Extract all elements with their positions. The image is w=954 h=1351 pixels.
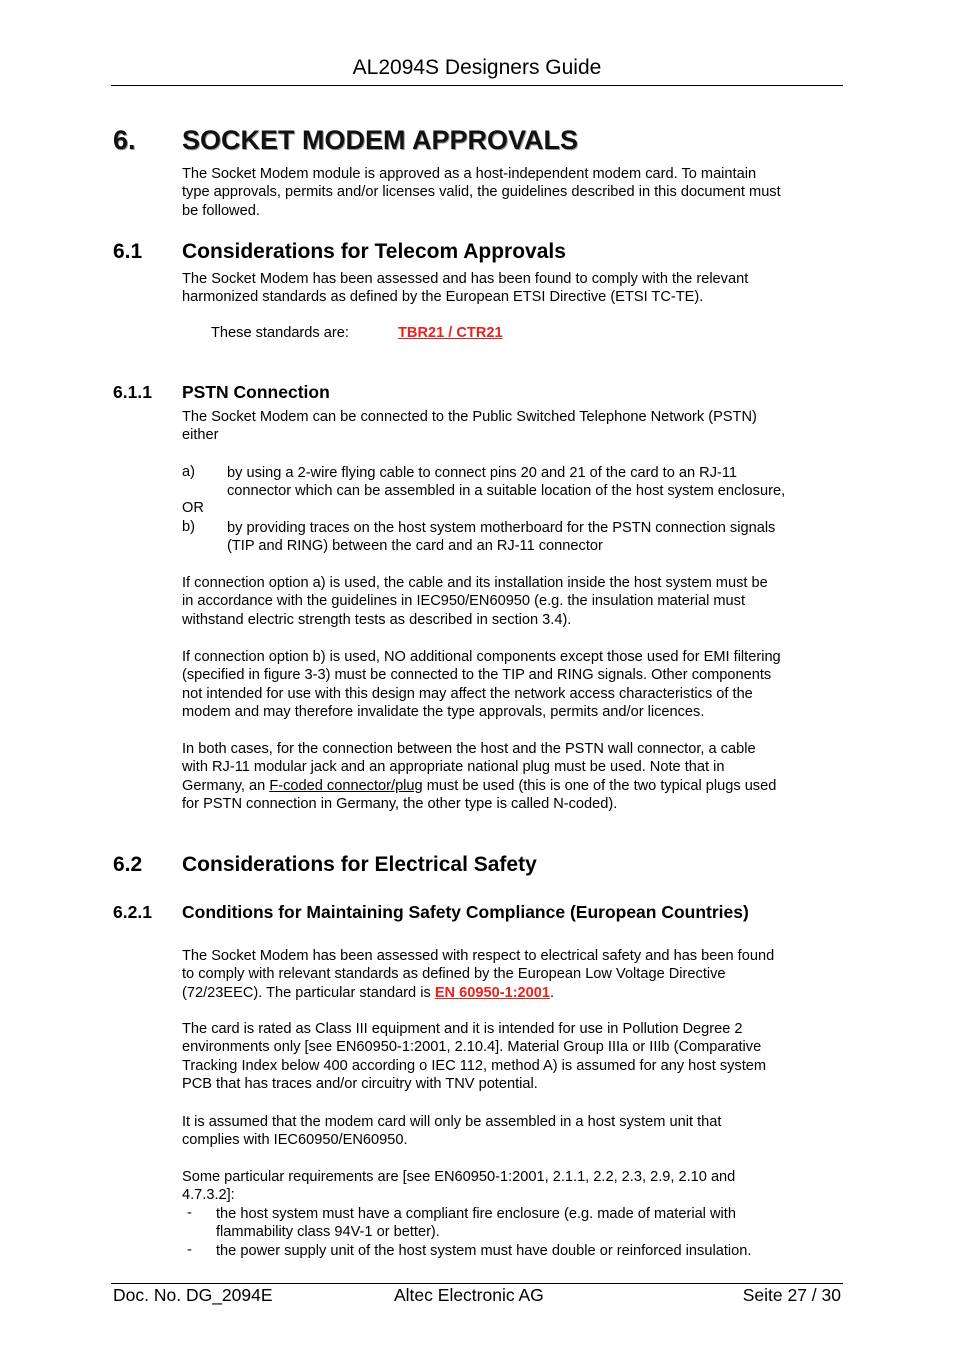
bullet-item-1: the host system must have a compliant fire enclosure (e.g. made of material with flammability class 94V-1 or better). [216,1206,736,1241]
subsection-title: Considerations for Telecom Approvals [182,240,566,263]
subsection-number: 6.1 [113,240,143,263]
subsubsection-number: 6.1.1 [113,382,152,402]
option-a-label: a) [182,464,195,480]
option-b-label: b) [182,519,195,535]
footer-doc-number: Doc. No. DG_2094E [113,1285,273,1305]
subsection-title-62: Considerations for Electrical Safety [182,853,537,876]
header-rule [111,85,843,86]
safety-paragraph-2: The card is rated as Class III equipment and it is intended for use in Pollution Degree 2 environments only [see EN60950-1:2001, 2.10.4]. Material Group IIIa or IIIb (Comparative Tracking Index below 400 according o IEC 112, method A) is assumed for any host system PCB that has traces and/or circuitry with TNV potential. [182,1021,767,1093]
section-intro: The Socket Modem module is approved as a host-independent modem card. To maintain type approvals, permits and/or licenses valid, the guidelines described in this document must be followed. [182,166,781,219]
safety-paragraph-3: It is assumed that the modem card will only be assembled in a host system unit that complies with IEC60950/EN60950. [182,1114,722,1149]
footer-rule [111,1283,843,1284]
option-a-text: by using a 2-wire flying cable to connect pins 20 and 21 of the card to an RJ-11 connector which can be assembled in a suitable location of the host system enclosure, [227,465,786,500]
safety-standard-value: EN 60950-1:2001 [434,984,551,1001]
section-title: SOCKET MODEM APPROVALS [182,125,579,155]
telecom-paragraph: The Socket Modem has been assessed and has been found to comply with the relevant harmonized standards as defined by the European ETSI Directive (ETSI TC-TE). [182,271,749,306]
subsection-number-62: 6.2 [113,853,143,876]
subsubsection-title: PSTN Connection [182,382,330,402]
bullet-marker: - [187,1242,192,1258]
standards-label: These standards are: [211,325,349,341]
option-b-paragraph: If connection option b) is used, NO additional components except those used for EMI filtering (specified in figure 3-3) must be connected to the TIP and RING signals. Other components not intended for use with this design may affect the network access characteristics of the modem and may therefore invalidate the type approvals, permits and/or licences. [182,649,781,721]
safety-paragraph-1: The Socket Modem has been assessed with respect to electrical safety and has been found to comply with relevant standards as defined by the European Low Voltage Directive (72/23EEC). The particular standard is EN 60950-1:2001. [182,948,775,1001]
option-a-paragraph: If connection option a) is used, the cable and its installation inside the host system must be in accordance with the guidelines in IEC950/EN60950 (e.g. the insulation material must withstand electric strength tests as described in section 3.4). [182,575,768,628]
subsubsection-title-621: Conditions for Maintaining Safety Compliance (European Countries) [182,902,749,922]
bullet-item-2: the power supply unit of the host system must have double or reinforced insulation. [216,1243,752,1259]
document-header-title: AL2094S Designers Guide [352,56,602,79]
footer-company: Altec Electronic AG [394,1285,544,1305]
pstn-intro: The Socket Modem can be connected to the Public Switched Telephone Network (PSTN) either [182,409,757,444]
both-cases-paragraph: In both cases, for the connection between the host and the PSTN wall connector, a cable with RJ-11 modular jack and an appropriate national plug must be used. Note that in Germany, an F-coded connector/plug must be used (this is one of the two typical plugs used for PSTN connection in Germany, the other type is called N-coded). [182,741,777,813]
subsubsection-number-621: 6.2.1 [113,902,152,922]
standards-value: TBR21 / CTR21 [398,325,503,341]
option-b-text: by providing traces on the host system motherboard for the PSTN connection signals (TIP and RING) between the card and an RJ-11 connector [227,520,776,555]
f-coded-plug-text: F-coded connector/plug [269,777,423,794]
or-text: OR [182,500,204,516]
bullet-marker: - [187,1205,192,1221]
footer-page-number: Seite 27 / 30 [742,1285,841,1305]
section-number: 6. [113,125,136,155]
safety-paragraph-4: Some particular requirements are [see EN60950-1:2001, 2.1.1, 2.2, 2.3, 2.9, 2.10 and 4.7.3.2]: [182,1169,736,1204]
